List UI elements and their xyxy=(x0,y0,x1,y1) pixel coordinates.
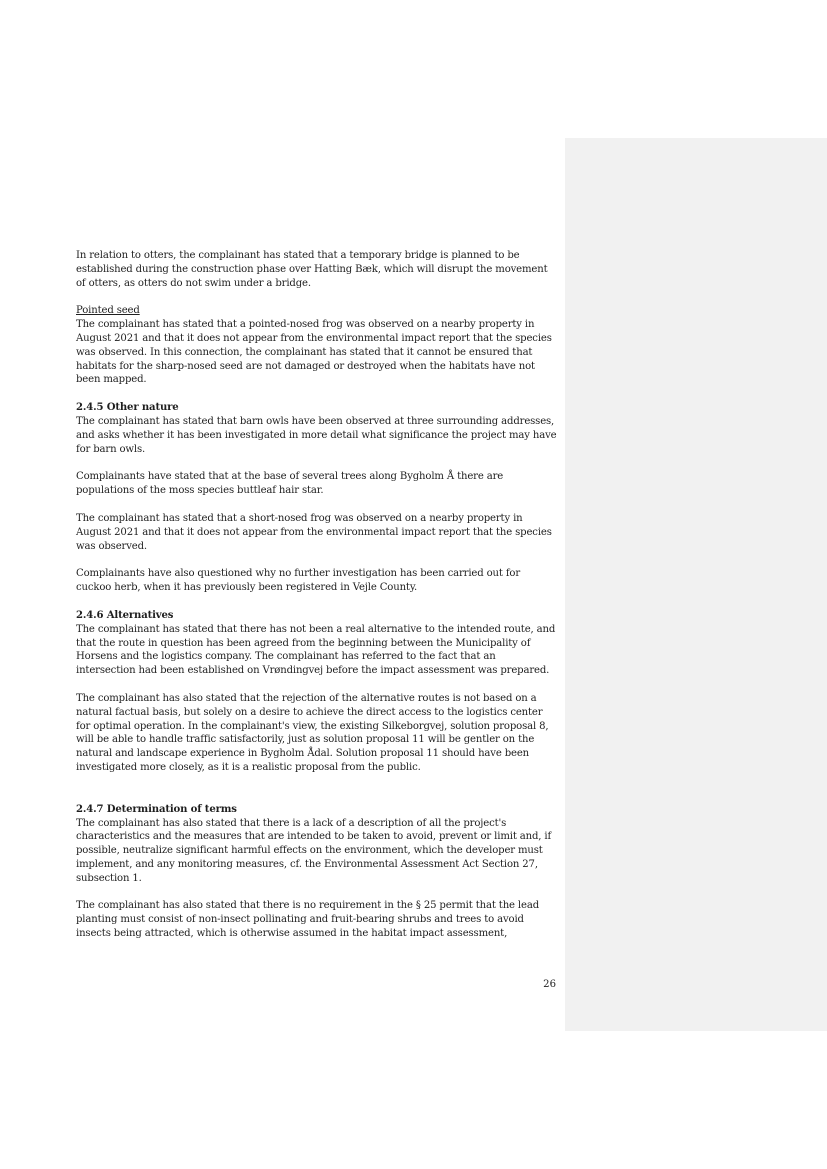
paragraph-alternatives-2: The complainant has also stated that the rejection of the alternative routes is not based on a natural factual basis, but solely on a desire to achieve the direct access to the logistics center for optimal operation. In the complainant's view, the existing Silkeborgvej, solution proposal 8, will be able to handle traffic satisfactorily, just as solution proposal 11 will be gentler on the natural and landscape experience in Bygholm Ådal. Solution proposal 11 should have been investigated more closely, as it is a realistic proposal from the public. xyxy=(76,692,549,773)
heading-determination-of-terms: 2.4.7 Determination of terms xyxy=(76,803,237,815)
paragraph-moss: Complainants have stated that at the base of several trees along Bygholm Å there are populations of the moss species buttleaf hair star. xyxy=(76,471,504,497)
page-number: 26 xyxy=(543,979,556,990)
paragraph-otters: In relation to otters, the complainant has stated that a temporary bridge is planned to be established during the construction phase over Hatting Bæk, which will disrupt the movement of otters, as otters do not swim under a bridge. xyxy=(76,250,548,289)
paragraph-cuckoo-herb: Complainants have also questioned why no further investigation has been carried out for cuckoo herb, when it has previously been registered in Vejle County. xyxy=(76,568,521,594)
paragraph-short-nosed-frog: The complainant has stated that a short-nosed frog was observed on a nearby property in August 2021 and that it does not appear from the environmental impact report that the species was observed. xyxy=(76,512,552,552)
heading-other-nature: 2.4.5 Other nature xyxy=(76,402,179,414)
subheading-pointed-seed: Pointed seed xyxy=(76,305,140,317)
paragraph-pointed-seed: The complainant has stated that a pointed-nosed frog was observed on a nearby property in August 2021 and that it does not appear from the environmental impact report that the species was observed. In this connection, the complainant has stated that it cannot be ensured that habitats for the sharp-nosed seed are not damaged or destroyed when the habitats have not been mapped. xyxy=(76,319,552,386)
paragraph-terms-2: The complainant has also stated that there is no requirement in the § 25 permit that the lead planting must consist of non-insect pollinating and fruit-bearing shrubs and trees to avoid insects being attracted, which is otherwise assumed in the habitat impact assessment, xyxy=(76,900,540,940)
comment-pane xyxy=(565,138,827,1031)
page-body xyxy=(76,249,558,941)
paragraph-terms-1: The complainant has also stated that there is a lack of a description of all the project's characteristics and the measures that are intended to be taken to avoid, prevent or limit and, if possible, neutralize significant harmful effects on the environment, which the developer must implement, and any monitoring measures, cf. the Environmental Assessment Act Section 27, subsection 1. xyxy=(76,817,552,884)
paragraph-barn-owls: The complainant has stated that barn owls have been observed at three surrounding addresses, and asks whether it has been investigated in more detail what significance the project may have for barn owls. xyxy=(76,415,557,455)
heading-alternatives: 2.4.6 Alternatives xyxy=(76,609,174,621)
paragraph-alternatives-1: The complainant has stated that there has not been a real alternative to the intended route, and that the route in question has been agreed from the beginning between the Municipality of Horsens and the logistics company. The complainant has referred to the fact that an intersection had been established on Vrøndingvej before the impact assessment was prepared. xyxy=(76,623,556,677)
